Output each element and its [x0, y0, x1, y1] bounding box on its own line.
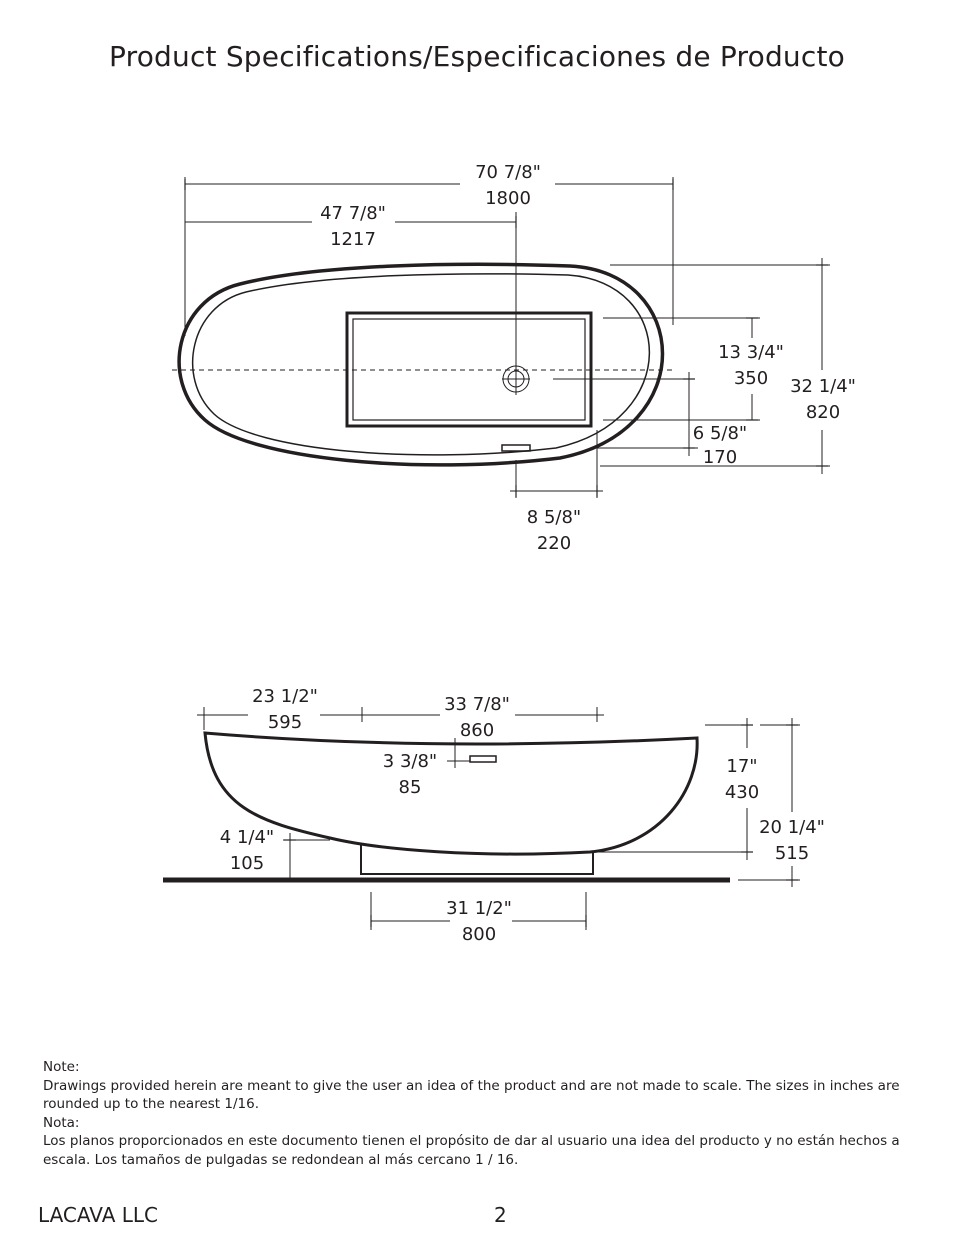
dim-base-height-mm: 105 [229, 853, 265, 874]
dim-interior-width [553, 318, 784, 420]
dim-right-section-in: 33 7/8" [444, 694, 510, 715]
dim-interior-width-mm: 350 [733, 368, 769, 389]
dim-length-mm: 1800 [485, 188, 531, 209]
dim-drain-pos-in: 47 7/8" [320, 203, 386, 224]
dim-overflow-offset-mm: 170 [702, 447, 738, 468]
note-heading-es: Nota: [43, 1114, 80, 1131]
footer-company: LACAVA LLC [38, 1203, 158, 1227]
dim-total-height-in: 20 1/4" [759, 817, 825, 838]
note-text-es: Los planos proporcionados en este documento tienen el propósito de dar al usuario una idea del producto y no están hechos a escala. Los tamaños de pulgadas se redondean al más cercano 1 / 16. [43, 1133, 900, 1168]
side-view-drawing [0, 680, 954, 950]
dim-inner-height-in: 17" [726, 756, 758, 777]
top-view-drawing [0, 140, 954, 580]
dim-left-section-mm: 595 [267, 712, 303, 733]
overflow-slot [502, 445, 530, 451]
dim-drain-pos-mm: 1217 [330, 229, 376, 250]
note-block [43, 1058, 928, 1169]
note-text-en: Drawings provided herein are meant to give the user an idea of the product and are not made to scale. The sizes in inches are rounded up to the nearest 1/16. [43, 1077, 900, 1112]
dim-base-width-in: 31 1/2" [446, 898, 512, 919]
dim-length-in: 70 7/8" [475, 162, 541, 183]
dim-overflow-depth-mm: 85 [398, 777, 422, 798]
page-title: Product Specifications/Especificaciones de Producto [109, 40, 845, 73]
dim-width-mm: 820 [805, 402, 841, 423]
tub-outline-side [205, 733, 697, 854]
dim-total-height-mm: 515 [774, 843, 810, 864]
dim-width-in: 32 1/4" [790, 376, 856, 397]
dim-drain-position [185, 203, 516, 395]
note-heading-en: Note: [43, 1059, 80, 1075]
dim-overflow-pos-in: 8 5/8" [526, 507, 582, 528]
dim-base-height-in: 4 1/4" [219, 827, 275, 848]
dim-right-section-mm: 860 [459, 720, 495, 741]
dim-overflow-depth-in: 3 3/8" [382, 751, 438, 772]
dim-length [185, 162, 673, 336]
dim-base-width-mm: 800 [461, 924, 497, 945]
dim-right-section [362, 694, 604, 741]
dim-overflow-offset-in: 6 5/8" [692, 423, 748, 444]
dim-inner-height-mm: 430 [724, 782, 760, 803]
dim-left-section-in: 23 1/2" [252, 686, 318, 707]
dim-base-width [371, 892, 586, 945]
dim-left-section [197, 686, 362, 733]
page-number: 2 [494, 1203, 507, 1227]
dim-overflow-pos-mm: 220 [536, 533, 572, 554]
dim-interior-width-in: 13 3/4" [718, 342, 784, 363]
